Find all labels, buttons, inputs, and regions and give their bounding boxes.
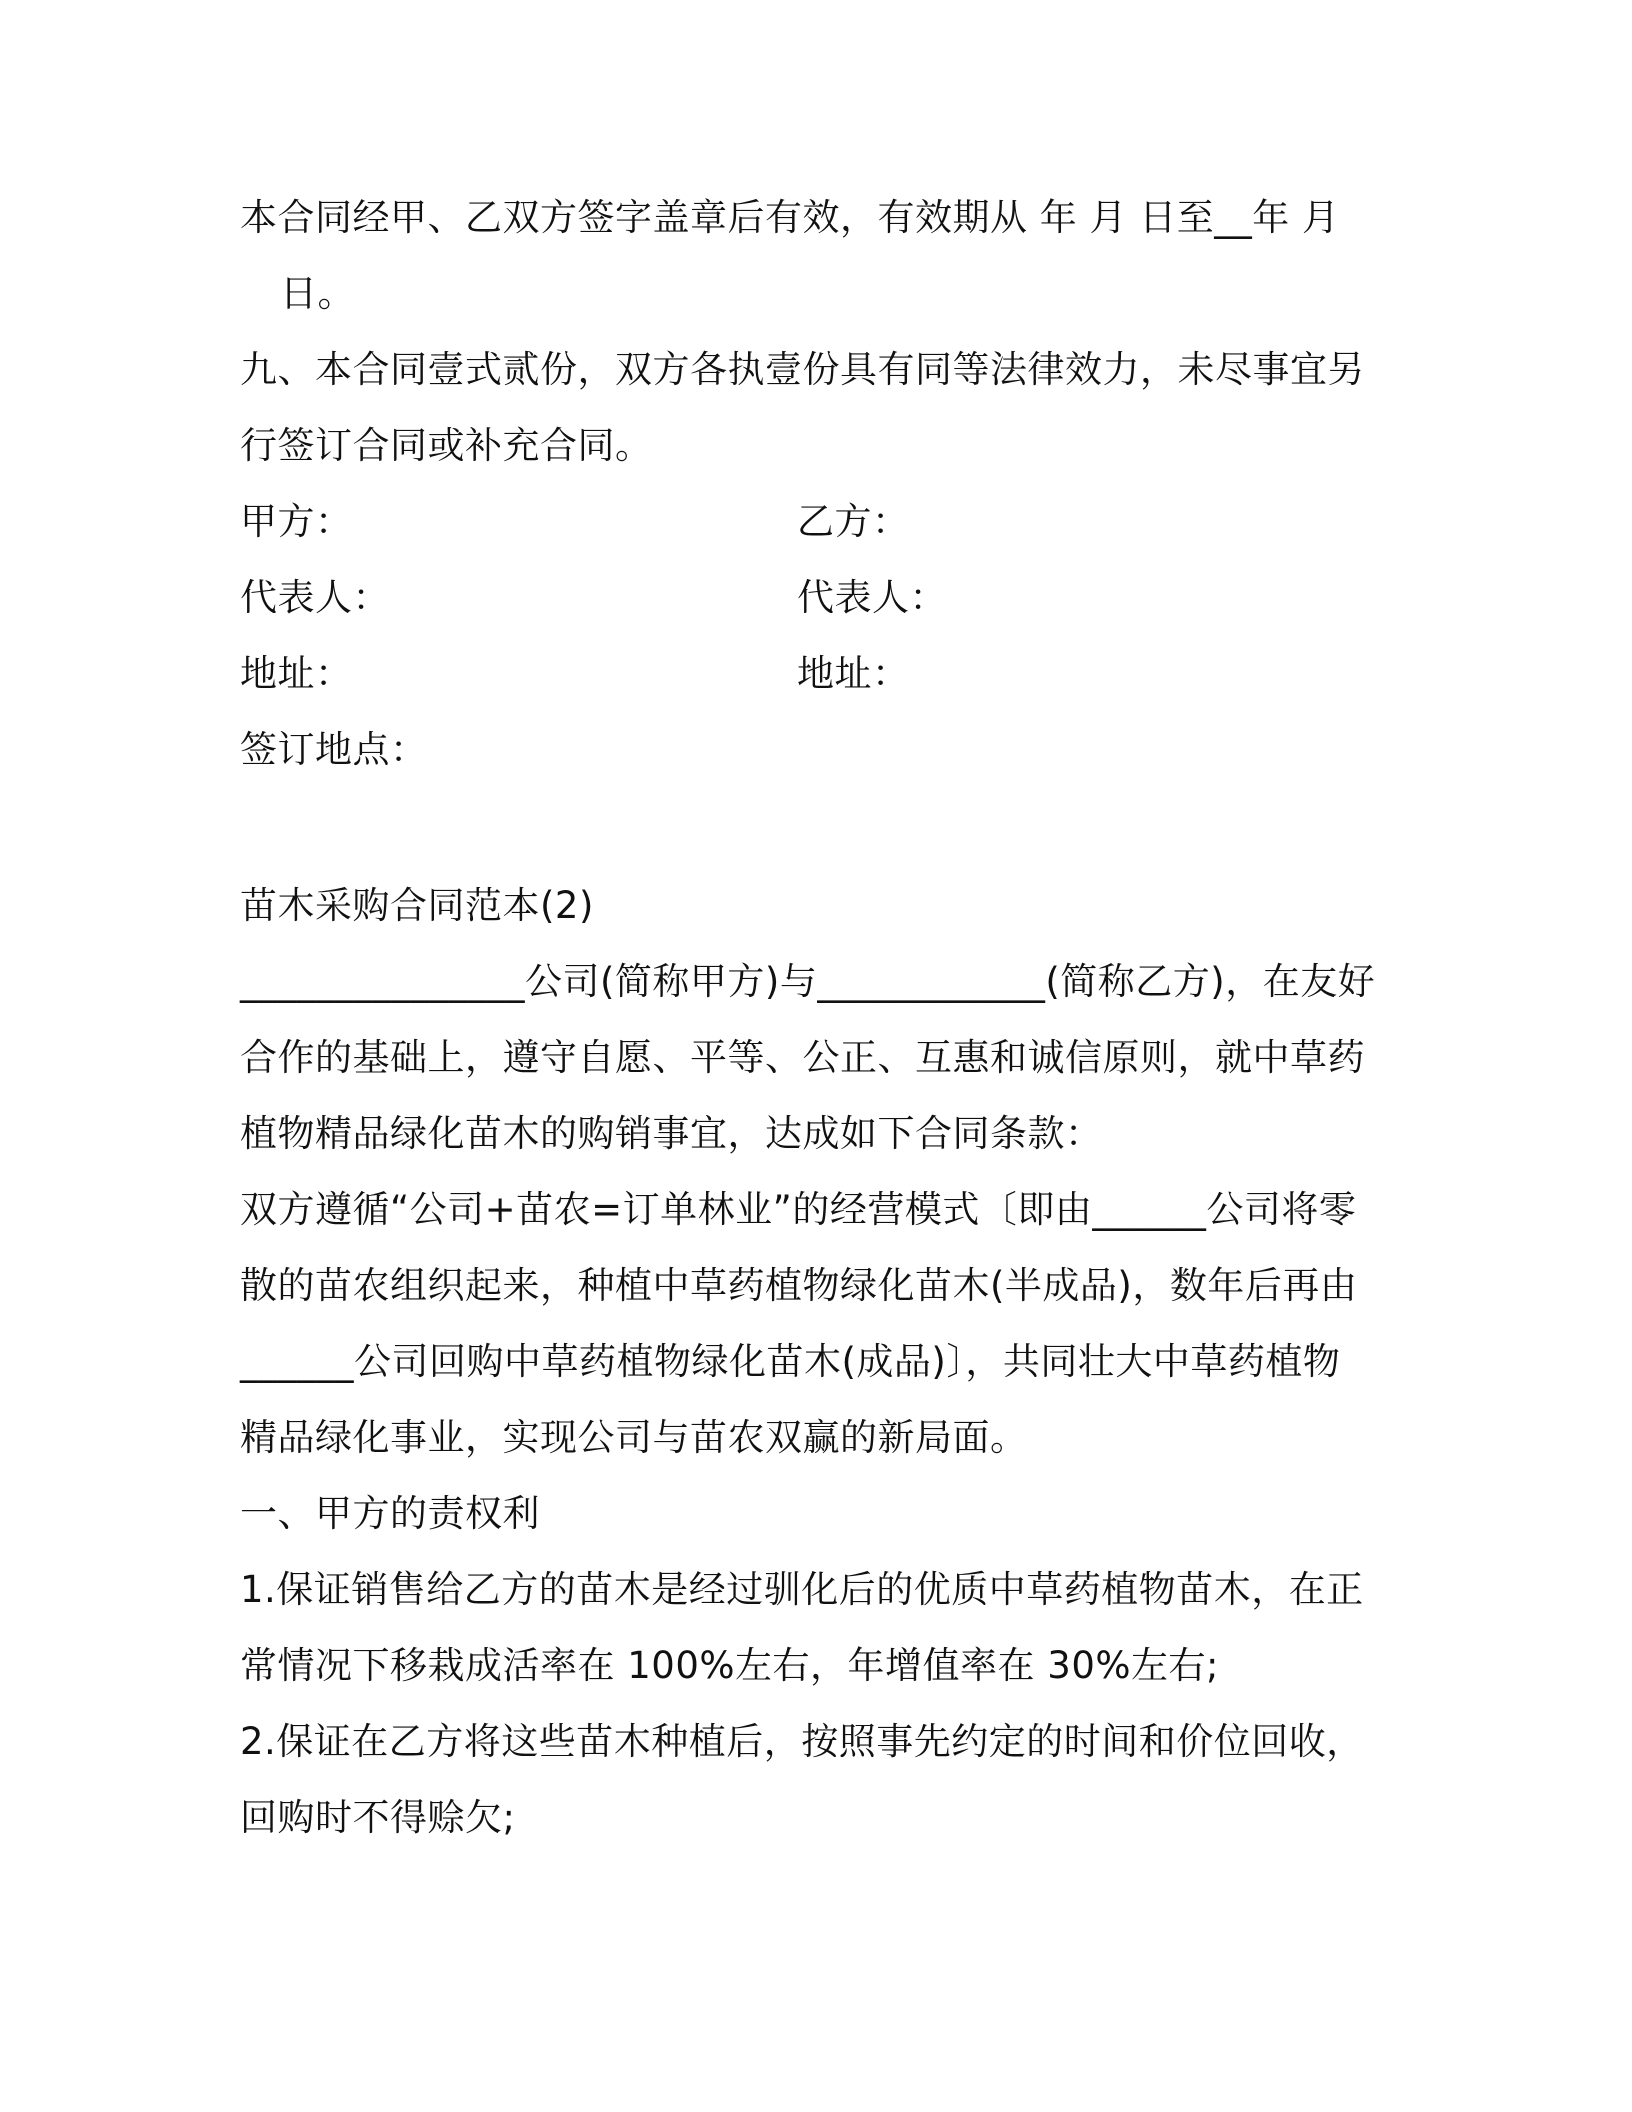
clause-9-line-1: 九、本合同壹式贰份，双方各执壹份具有同等法律效力，未尽事宜另 <box>240 348 1365 391</box>
validity-line-1: 本合同经甲、乙双方签字盖章后有效，有效期从 年 月 日至__年 月 <box>240 196 1340 239</box>
model-line-3: ______公司回购中草药植物绿化苗木(成品)〕，共同壮大中草药植物 <box>240 1340 1341 1383</box>
item-1-line-2: 常情况下移栽成活率在 100%左右，年增值率在 30%左右; <box>240 1644 1220 1687</box>
model-line-4: 精品绿化事业，实现公司与苗农双赢的新局面。 <box>240 1416 1028 1459</box>
intro-line-2: 合作的基础上，遵守自愿、平等、公正、互惠和诚信原则，就中草药 <box>240 1036 1365 1079</box>
clause-9-line-2: 行签订合同或补充合同。 <box>240 424 653 467</box>
sign-place-label: 签订地点： <box>240 728 428 771</box>
item-1-line-1: 1.保证销售给乙方的苗木是经过驯化后的优质中草药植物苗木，在正 <box>240 1568 1364 1611</box>
model-line-1: 双方遵循“公司+苗农=订单林业”的经营模式〔即由______公司将零 <box>240 1188 1357 1231</box>
address-b-label: 地址： <box>797 652 910 695</box>
validity-line-2: 日。 <box>280 272 355 315</box>
address-a-label: 地址： <box>240 652 353 695</box>
party-b-label: 乙方： <box>797 500 910 543</box>
rep-b-label: 代表人： <box>797 576 947 619</box>
item-2-line-1: 2.保证在乙方将这些苗木种植后，按照事先约定的时间和价位回收， <box>240 1720 1364 1763</box>
intro-line-1: _______________公司(简称甲方)与____________(简称乙方)，在友好 <box>240 960 1376 1003</box>
intro-line-3: 植物精品绿化苗木的购销事宜，达成如下合同条款： <box>240 1112 1103 1155</box>
item-2-line-2: 回购时不得赊欠; <box>240 1796 516 1839</box>
section-1-heading: 一、甲方的责权利 <box>240 1492 540 1535</box>
party-a-label: 甲方： <box>240 500 353 543</box>
model-line-2: 散的苗农组织起来，种植中草药植物绿化苗木(半成品)，数年后再由 <box>240 1264 1358 1307</box>
rep-a-label: 代表人： <box>240 576 390 619</box>
contract-2-title: 苗木采购合同范本(2) <box>240 884 594 927</box>
